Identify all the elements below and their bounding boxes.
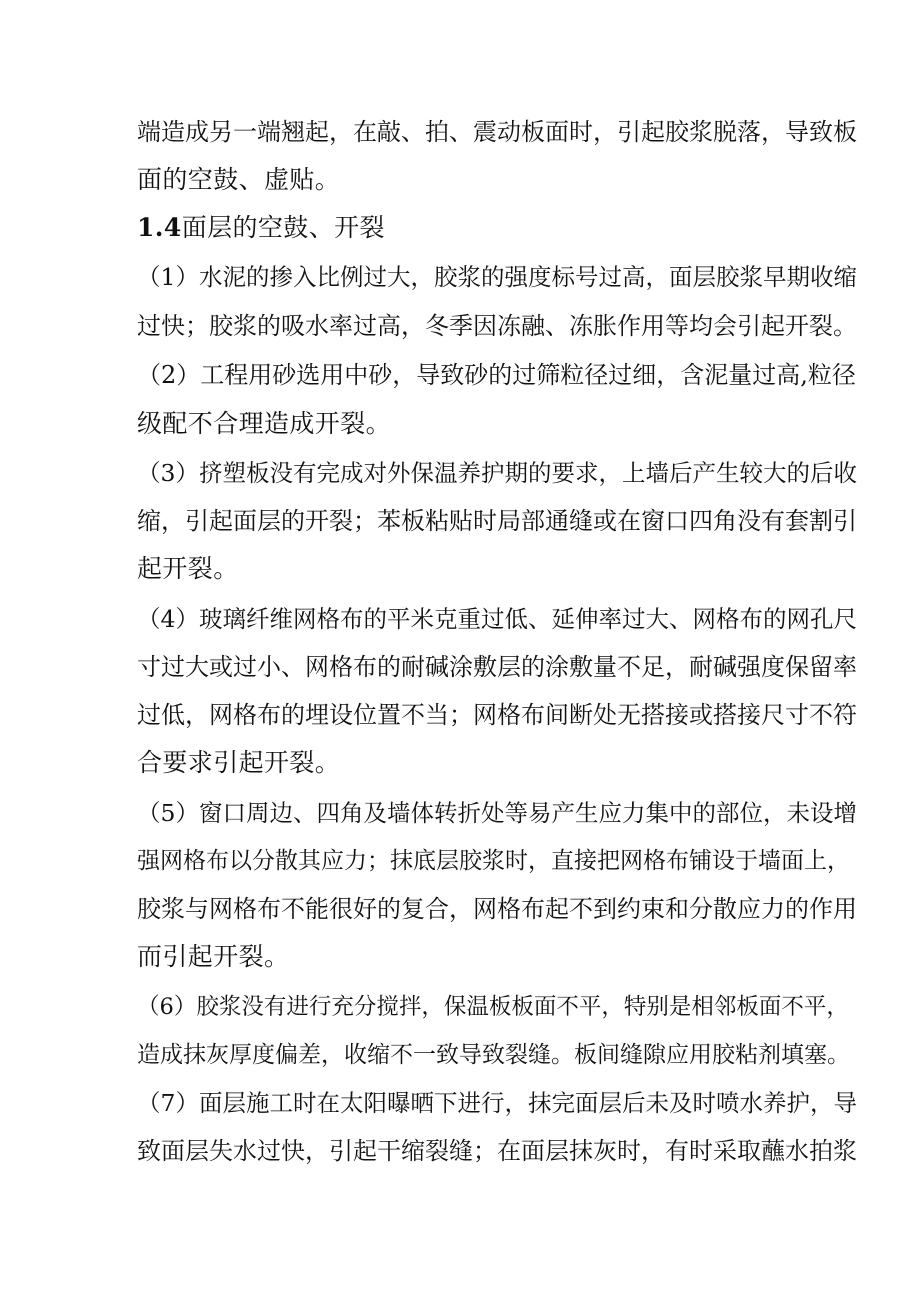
text-line: （2）工程用砂选用中砂，导致砂的过筛粒径过细，含泥量过高,粒径 xyxy=(137,361,856,389)
text-line: 级配不合理造成开裂。 xyxy=(137,409,392,438)
text-line: 起开裂。 xyxy=(137,554,239,583)
text-line: 寸过大或过小、网格布的耐碱涂敷层的涂敷量不足，耐碱强度保留率 xyxy=(137,653,857,681)
text-line: 缩，引起面层的开裂；苯板粘贴时局部通缝或在窗口四角没有套割引 xyxy=(137,507,857,535)
section-title: 面层的空鼓、开裂 xyxy=(181,213,385,242)
text-line: （5）窗口周边、四角及墙体转折处等易产生应力集中的部位，未设增 xyxy=(137,799,857,827)
text-line: 过低，网格布的埋设位置不当；网格布间断处无搭接或搭接尺寸不符 xyxy=(137,701,857,729)
section-number: 1.4 xyxy=(137,213,182,242)
text-line: 致面层失水过快，引起干缩裂缝；在面层抹灰时，有时采取蘸水拍浆 xyxy=(137,1137,857,1165)
text-line: 端造成另一端翘起，在敲、拍、震动板面时，引起胶浆脱落，导致板 xyxy=(137,118,857,146)
text-line: 合要求引起开裂。 xyxy=(137,748,341,777)
text-line: 胶浆与网格布不能很好的复合，网格布起不到约束和分散应力的作用 xyxy=(137,895,857,923)
text-line: 造成抹灰厚度偏差，收缩不一致导致裂缝。板间缝隙应用胶粘剂填塞。 xyxy=(137,1042,850,1068)
text-line: （4）玻璃纤维网格布的平米克重过低、延伸率过大、网格布的网孔尺 xyxy=(137,605,857,633)
text-line: 强网格布以分散其应力；抹底层胶浆时，直接把网格布铺设于墙面上， xyxy=(137,848,850,874)
text-line: 而引起开裂。 xyxy=(137,942,290,971)
section-heading xyxy=(137,208,385,248)
text-line: 面的空鼓、虚贴。 xyxy=(137,165,341,194)
text-line: （3）挤塑板没有完成对外保温养护期的要求，上墙后产生较大的后收 xyxy=(137,459,857,487)
text-line: （6）胶浆没有进行充分搅拌，保温板板面不平，特别是相邻板面不平， xyxy=(137,994,849,1020)
text-line: 过快；胶浆的吸水率过高，冬季因冻融、冻胀作用等均会引起开裂。 xyxy=(137,312,857,340)
text-line: （7）面层施工时在太阳曝晒下进行，抹完面层后未及时喷水养护，导 xyxy=(137,1089,857,1117)
text-line: （1）水泥的掺入比例过大，胶浆的强度标号过高，面层胶浆早期收缩 xyxy=(137,263,857,291)
